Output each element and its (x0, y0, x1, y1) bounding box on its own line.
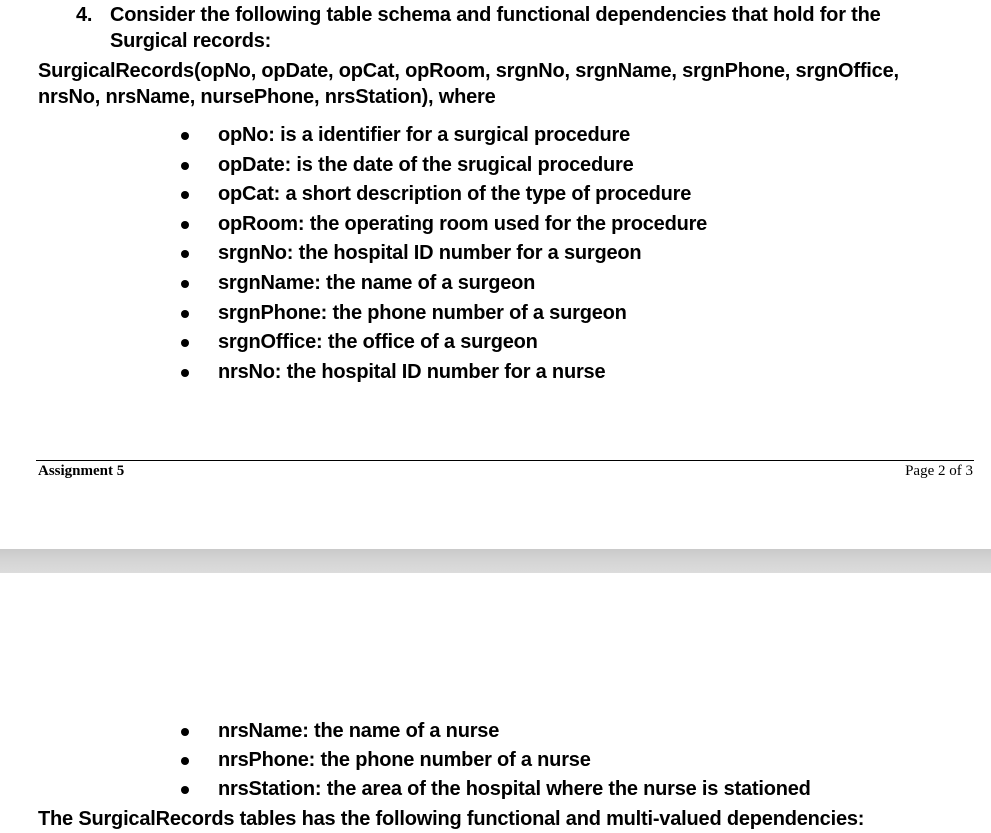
bullet-icon (181, 757, 189, 765)
question-number: 4. (76, 4, 93, 26)
bullet-icon (181, 221, 189, 229)
footer-divider (36, 460, 974, 461)
question-text-line-1: Consider the following table schema and functional dependencies that hold for the (110, 4, 881, 26)
attribute-description: srgnName: the name of a surgeon (218, 272, 536, 294)
document-page-3 (0, 573, 991, 833)
footer-assignment-title: Assignment 5 (38, 463, 125, 479)
footer-page-number: Page 2 of 3 (905, 463, 973, 479)
attribute-description: opDate: is the date of the srugical procedure (218, 154, 634, 176)
question-text-line-2: Surgical records: (110, 30, 272, 52)
bullet-icon (181, 162, 189, 170)
attribute-description: srgnNo: the hospital ID number for a surgeon (218, 242, 642, 264)
page-separator (0, 549, 991, 573)
dependencies-intro: The SurgicalRecords tables has the following functional and multi-valued dependencies: (38, 808, 865, 830)
bullet-icon (181, 250, 189, 258)
bullet-icon (181, 786, 189, 794)
attribute-description: srgnOffice: the office of a surgeon (218, 331, 538, 353)
attribute-description: opNo: is a identifier for a surgical procedure (218, 124, 630, 146)
attribute-description: nrsStation: the area of the hospital where the nurse is stationed (218, 778, 811, 800)
schema-line-2: nrsNo, nrsName, nursePhone, nrsStation), where (38, 86, 496, 108)
bullet-icon (181, 280, 189, 288)
bullet-icon (181, 369, 189, 377)
attribute-description: nrsPhone: the phone number of a nurse (218, 749, 591, 771)
bullet-icon (181, 310, 189, 318)
bullet-icon (181, 132, 189, 140)
bullet-icon (181, 191, 189, 199)
bullet-icon (181, 728, 189, 736)
schema-line-1: SurgicalRecords(opNo, opDate, opCat, opRoom, srgnNo, srgnName, srgnPhone, srgnOffice, (38, 60, 899, 82)
attribute-description: srgnPhone: the phone number of a surgeon (218, 302, 627, 324)
attribute-description: opRoom: the operating room used for the procedure (218, 213, 708, 235)
attribute-description: nrsNo: the hospital ID number for a nurse (218, 361, 606, 383)
attribute-description: nrsName: the name of a nurse (218, 720, 500, 742)
attribute-description: opCat: a short description of the type of procedure (218, 183, 692, 205)
bullet-icon (181, 339, 189, 347)
